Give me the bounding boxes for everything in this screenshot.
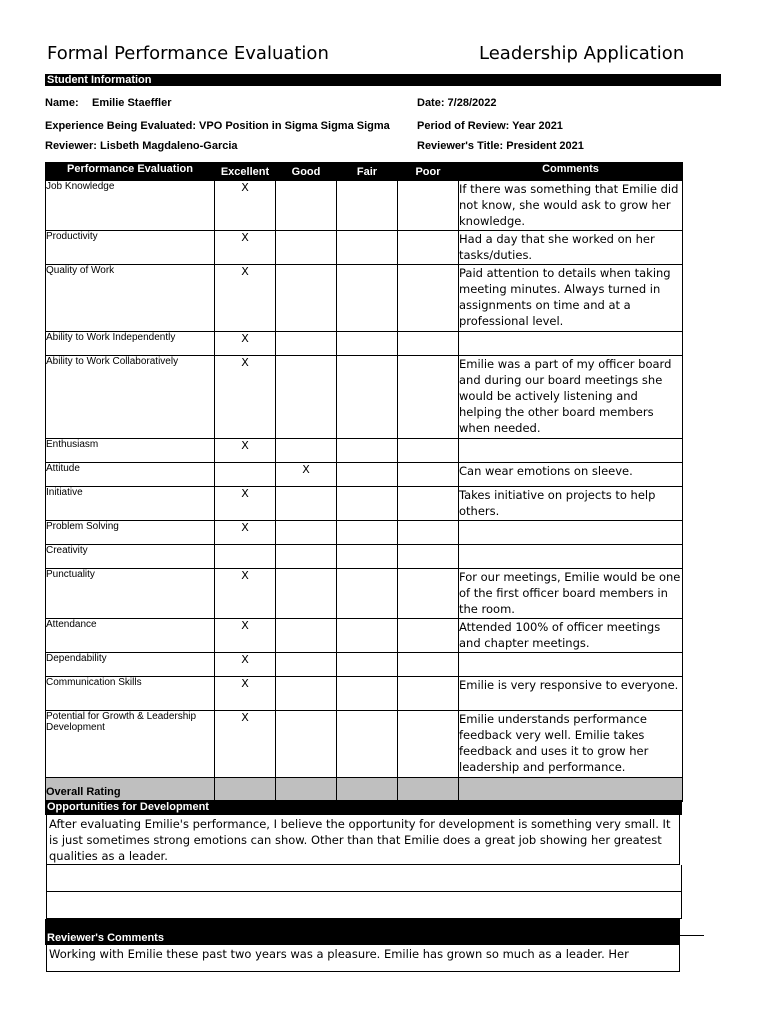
excellent-mark: X <box>215 439 276 463</box>
poor-mark <box>398 356 459 439</box>
good-mark: X <box>276 463 337 487</box>
excellent-mark: X <box>215 231 276 265</box>
review-period: Period of Review: Year 2021 <box>417 120 563 132</box>
excellent-mark: X <box>215 332 276 356</box>
criterion-cell: Attendance <box>46 619 215 653</box>
comment-cell: Emilie understands performance feedback very well. Emilie takes feedback and uses it to grow her leadership and performance. <box>459 711 683 778</box>
fair-mark <box>337 677 398 711</box>
table-row <box>46 619 683 653</box>
fair-mark <box>337 487 398 521</box>
good-mark <box>276 181 337 231</box>
reviewer-comments-bar: Reviewer's Comments <box>45 919 680 945</box>
criterion-cell: Quality of Work <box>46 265 215 332</box>
comment-cell: For our meetings, Emilie would be one of the first officer board members in the room. <box>459 569 683 619</box>
criterion-cell: Ability to Work Collaboratively <box>46 356 215 439</box>
application-type: Leadership Application <box>479 43 685 64</box>
table-row <box>46 439 683 463</box>
header-poor: Poor <box>398 163 459 181</box>
good-mark <box>276 265 337 332</box>
criterion-cell: Punctuality <box>46 569 215 619</box>
poor-mark <box>398 653 459 677</box>
criterion-cell: Enthusiasm <box>46 439 215 463</box>
good-mark <box>276 356 337 439</box>
overall-rating-row <box>46 778 683 802</box>
excellent-mark: X <box>215 181 276 231</box>
criterion-cell: Initiative <box>46 487 215 521</box>
table-row <box>46 677 683 711</box>
overall-rating-label: Overall Rating <box>46 778 215 802</box>
good-mark <box>276 439 337 463</box>
comment-cell: Had a day that she worked on her tasks/duties. <box>459 231 683 265</box>
fair-mark <box>337 545 398 569</box>
header-fair: Fair <box>337 163 398 181</box>
table-row <box>46 545 683 569</box>
good-mark <box>276 711 337 778</box>
poor-mark <box>398 439 459 463</box>
poor-mark <box>398 181 459 231</box>
table-row <box>46 653 683 677</box>
excellent-mark: X <box>215 653 276 677</box>
comment-cell: Emilie is very responsive to everyone. <box>459 677 683 711</box>
excellent-mark: X <box>215 569 276 619</box>
comment-cell: If there was something that Emilie did not know, she would ask to grow her knowledge. <box>459 181 683 231</box>
poor-mark <box>398 521 459 545</box>
fair-mark <box>337 711 398 778</box>
comment-cell: Paid attention to details when taking meeting minutes. Always turned in assignments on time and at a professional level. <box>459 265 683 332</box>
table-row <box>46 569 683 619</box>
comment-cell: Emilie was a part of my officer board and during our board meetings she would be actively listening and helping the other board members when needed. <box>459 356 683 439</box>
fair-mark <box>337 439 398 463</box>
poor-mark <box>398 619 459 653</box>
table-row <box>46 487 683 521</box>
table-row <box>46 332 683 356</box>
poor-mark <box>398 677 459 711</box>
criterion-cell: Productivity <box>46 231 215 265</box>
good-mark <box>276 545 337 569</box>
fair-mark <box>337 569 398 619</box>
excellent-mark: X <box>215 521 276 545</box>
good-mark <box>276 332 337 356</box>
table-row <box>46 231 683 265</box>
excellent-mark: X <box>215 487 276 521</box>
good-mark <box>276 653 337 677</box>
fair-mark <box>337 265 398 332</box>
fair-mark <box>337 619 398 653</box>
criterion-cell: Potential for Growth & Leadership Development <box>46 711 215 778</box>
criterion-cell: Creativity <box>46 545 215 569</box>
good-mark <box>276 487 337 521</box>
comment-cell <box>459 545 683 569</box>
student-name: Emilie Staeffler <box>92 97 172 109</box>
comment-cell <box>459 332 683 356</box>
overall-poor-cell <box>398 778 459 802</box>
fair-mark <box>337 181 398 231</box>
excellent-mark <box>215 463 276 487</box>
criterion-cell: Attitude <box>46 463 215 487</box>
fair-mark <box>337 653 398 677</box>
opportunities-blank-row <box>46 865 682 892</box>
good-mark <box>276 619 337 653</box>
reviewer-title: Reviewer's Title: President 2021 <box>417 140 584 152</box>
performance-evaluation-table <box>45 162 683 802</box>
poor-mark <box>398 545 459 569</box>
fair-mark <box>337 463 398 487</box>
excellent-mark: X <box>215 265 276 332</box>
opportunities-blank-row <box>46 892 682 919</box>
table-row <box>46 463 683 487</box>
poor-mark <box>398 711 459 778</box>
fair-mark <box>337 356 398 439</box>
good-mark <box>276 677 337 711</box>
form-title: Formal Performance Evaluation <box>47 43 329 64</box>
header-comments: Comments <box>459 163 683 181</box>
fair-mark <box>337 521 398 545</box>
excellent-mark <box>215 545 276 569</box>
table-row <box>46 181 683 231</box>
experience-evaluated: Experience Being Evaluated: VPO Position in Sigma Sigma Sigma <box>45 120 390 132</box>
name-label: Name: <box>45 97 79 109</box>
good-mark <box>276 569 337 619</box>
overall-fair-cell <box>337 778 398 802</box>
table-row <box>46 265 683 332</box>
good-mark <box>276 521 337 545</box>
criterion-cell: Communication Skills <box>46 677 215 711</box>
poor-mark <box>398 569 459 619</box>
criterion-cell: Ability to Work Independently <box>46 332 215 356</box>
fair-mark <box>337 332 398 356</box>
table-row <box>46 356 683 439</box>
table-row <box>46 711 683 778</box>
table-row <box>46 521 683 545</box>
comment-cell <box>459 521 683 545</box>
comment-cell: Takes initiative on projects to help others. <box>459 487 683 521</box>
reviewer-comments-text: Working with Emilie these past two years was a pleasure. Emilie has grown so much as a leader. Her <box>46 945 680 972</box>
excellent-mark: X <box>215 677 276 711</box>
poor-mark <box>398 265 459 332</box>
poor-mark <box>398 487 459 521</box>
divider-line <box>680 935 704 936</box>
overall-good-cell <box>276 778 337 802</box>
comment-cell: Attended 100% of officer meetings and chapter meetings. <box>459 619 683 653</box>
excellent-mark: X <box>215 711 276 778</box>
criterion-cell: Problem Solving <box>46 521 215 545</box>
criterion-cell: Dependability <box>46 653 215 677</box>
opportunities-bar: Opportunities for Development <box>45 800 682 815</box>
comment-cell <box>459 653 683 677</box>
excellent-mark: X <box>215 619 276 653</box>
header-performance-evaluation: Performance Evaluation <box>46 163 215 181</box>
poor-mark <box>398 332 459 356</box>
excellent-mark: X <box>215 356 276 439</box>
reviewer-name: Reviewer: Lisbeth Magdaleno-Garcia <box>45 140 238 152</box>
evaluation-date: Date: 7/28/2022 <box>417 97 497 109</box>
poor-mark <box>398 463 459 487</box>
overall-comment-cell <box>459 778 683 802</box>
header-good: Good <box>276 163 337 181</box>
overall-excellent-cell <box>215 778 276 802</box>
comment-cell: Can wear emotions on sleeve. <box>459 463 683 487</box>
header-excellent: Excellent <box>215 163 276 181</box>
poor-mark <box>398 231 459 265</box>
opportunities-text: After evaluating Emilie's performance, I believe the opportunity for development is something very small. It is just sometimes strong emotions can show. Other than that Emilie does a great job showing her greatest qualities as a leader. <box>46 815 680 865</box>
fair-mark <box>337 231 398 265</box>
comment-cell <box>459 439 683 463</box>
table-header-row <box>46 163 683 181</box>
good-mark <box>276 231 337 265</box>
student-information-bar: Student Information <box>45 74 721 86</box>
criterion-cell: Job Knowledge <box>46 181 215 231</box>
